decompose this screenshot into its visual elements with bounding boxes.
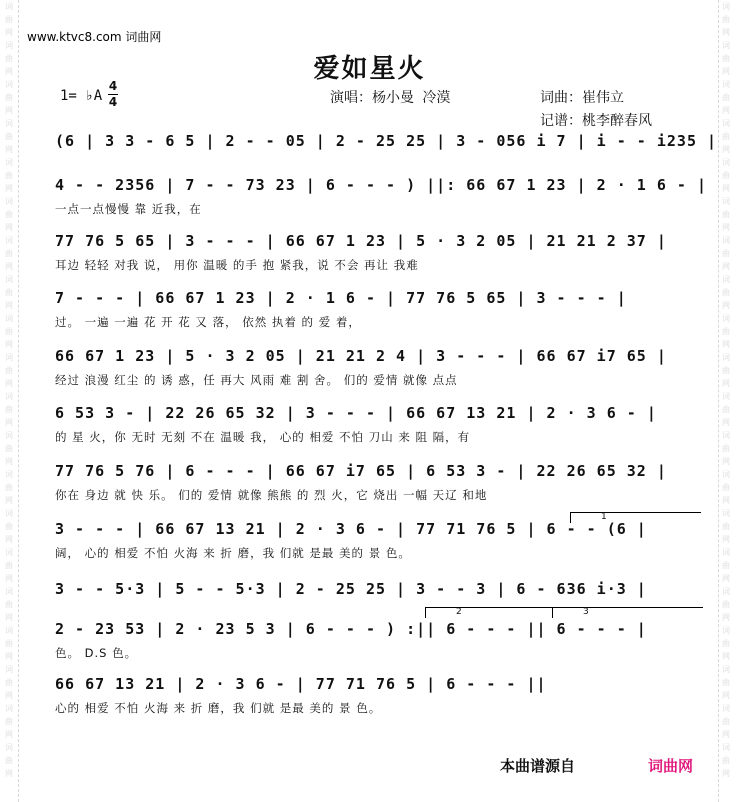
composer-credit: 词曲：崔伟立 [540,90,624,106]
time-top: 4 [108,79,118,93]
volta-1-bracket [570,512,701,523]
notes-line: 6 53 3 - | 22 26 65 32 | 3 - - - | 66 67 13 21 | 2 · 3 6 - | [55,404,657,422]
time-signature [108,80,118,109]
volta-3-label: 3 [583,607,589,617]
transcriber-credit: 记谱：桃李醉春风 [540,113,652,129]
notes-line: 4 - - 2356 | 7 - - 73 23 | 6 - - - ) ||: 66 67 1 23 | 2 · 1 6 - | [55,176,707,194]
score-row-5 [55,347,695,405]
lyrics-line: 你在 身边 就 快 乐。 们的 爱情 就像 熊熊 的 烈 火，它 烧出 一幅 天辽 和地 [55,488,488,502]
score-row-11 [55,675,695,733]
score-row-8 [55,520,695,578]
notes-line: 66 67 1 23 | 5 · 3 2 05 | 21 21 2 4 | 3 - - - | 66 67 i7 65 | [55,347,667,365]
lyrics-line: 的 星 火，你 无时 无刻 不在 温暖 我， 心的 相爱 不怕 刀山 来 阻 隔，有 [55,430,471,444]
notes-line: 2 - 23 53 | 2 · 23 5 3 | 6 - - - ) :|| 6 - - - || 6 - - - | [55,620,647,638]
volta-2-label: 2 [456,607,462,617]
score-row-10 [55,620,695,678]
notes-line: (6 | 3 3 - 6 5 | 2 - - 05 | 2 - 25 25 | 3 - 056 i 7 | i - - i235 | [55,132,718,150]
score-row-3 [55,232,695,290]
watermark-left: 词曲网词曲网词曲网词曲网词曲网词曲网词曲网词曲网词曲网词曲网词曲网词曲网词曲网词曲网词曲网词曲网词曲网词曲网词曲网词曲网 [5,2,13,778]
watermark-divider-right [718,0,719,802]
lyrics-line: 色。 D.S 色。 [55,646,138,660]
time-bottom: 4 [108,95,118,109]
lyrics-line: 过。 一遍 一遍 花 开 花 又 落， 依然 执着 的 爱 着， [55,315,361,329]
score-row-4 [55,289,695,347]
notes-line: 66 67 13 21 | 2 · 3 6 - | 77 71 76 5 | 6 - - - || [55,675,547,693]
score-row-6 [55,404,695,462]
watermark-divider-left [18,0,19,802]
site-url: www.ktvc8.com 词曲网 [27,30,162,44]
song-title: 爱如星火 [313,54,426,84]
notes-line: 3 - - 5·3 | 5 - - 5·3 | 2 - 25 25 | 3 - - 3 | 6 - 636 i·3 | [55,580,647,598]
notes-line: 7 - - - | 66 67 1 23 | 2 · 1 6 - | 77 76 5 65 | 3 - - - | [55,289,627,307]
footer-brand-link[interactable]: 词曲网 [648,757,694,775]
singer-credit: 演唱：杨小曼 冷漠 [330,90,451,106]
lyrics-line: 心的 相爱 不怕 火海 来 折 磨，我 们就 是最 美的 景 色。 [55,701,382,715]
lyrics-line: 耳边 轻轻 对我 说， 用你 温暖 的手 抱 紧我，说 不会 再让 我难 [55,258,419,272]
watermark-right: 词曲网词曲网词曲网词曲网词曲网词曲网词曲网词曲网词曲网词曲网词曲网词曲网词曲网词曲网词曲网词曲网词曲网词曲网词曲网词曲网 [722,2,730,778]
lyrics-line: 一点一点慢慢 靠 近我，在 [55,202,202,216]
notes-line: 3 - - - | 66 67 13 21 | 2 · 3 6 - | 77 71 76 5 | 6 - - (6 | [55,520,647,538]
volta-3-bracket [552,607,703,618]
score-row-2 [55,176,707,234]
lyrics-line: 阔， 心的 相爱 不怕 火海 来 折 磨，我 们就 是最 美的 景 色。 [55,546,411,560]
volta-1-label: 1 [601,512,607,522]
notes-line: 77 76 5 76 | 6 - - - | 66 67 i7 65 | 6 53 3 - | 22 26 65 32 | [55,462,667,480]
volta-2-bracket [425,607,566,618]
footer-source-text: 本曲谱源自 [500,757,576,775]
lyrics-line: 经过 浪漫 红尘 的 诱 惑，任 再大 风雨 难 割 舍。 们的 爱情 就像 点点 [55,373,458,387]
notes-line: 77 76 5 65 | 3 - - - | 66 67 1 23 | 5 · 3 2 05 | 21 21 2 37 | [55,232,667,250]
key-signature: 1= ♭A [60,88,103,104]
